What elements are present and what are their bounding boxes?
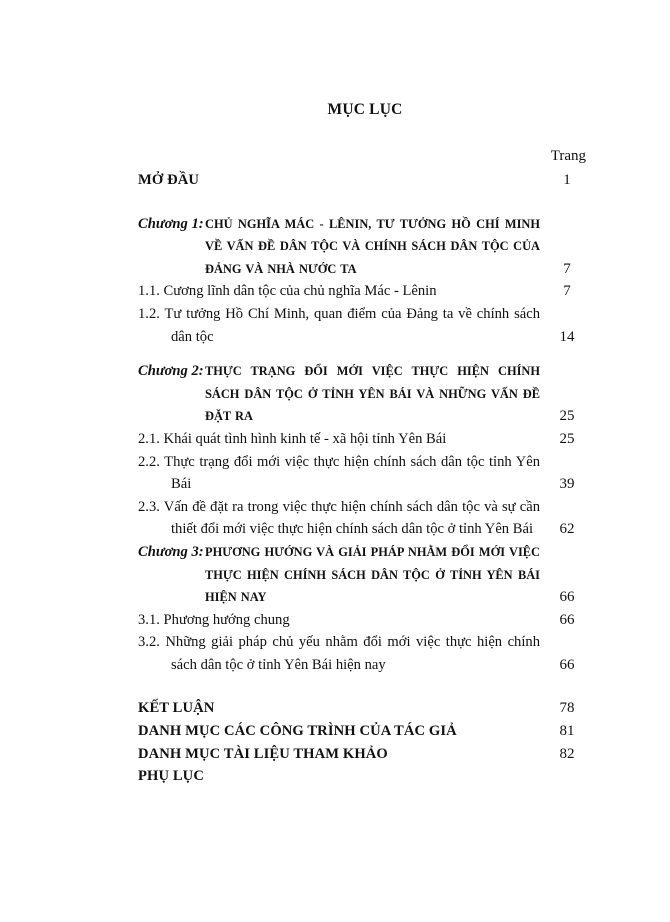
toc-entry-2-1 xyxy=(138,428,588,451)
toc-entry-page: 7 xyxy=(563,283,571,300)
toc-entry-appendix xyxy=(138,765,588,788)
toc-entry-page: 81 xyxy=(559,723,575,740)
toc-entry-text: 3.2. Những giải pháp chủ yếu nhằm đổi mới việc thực hiện chính sách dân tộc ở tỉnh Yên Bái hiện nay xyxy=(138,634,540,673)
toc-entry-introduction xyxy=(138,169,588,192)
toc-entry-page: 62 xyxy=(559,521,575,538)
chapter-label: Chương 3: xyxy=(138,543,204,560)
toc-entry-page: 82 xyxy=(559,745,575,762)
toc-entry-page: 78 xyxy=(559,700,575,717)
toc-entry-text: 1.1. Cương lĩnh dân tộc của chủ nghĩa Mác - Lênin xyxy=(138,283,437,300)
toc-entry-chapter-2 xyxy=(138,360,588,428)
toc-entry-page: 25 xyxy=(559,430,575,447)
toc-entry-page: 25 xyxy=(559,408,575,425)
chapter-label: Chương 1: xyxy=(138,215,204,232)
toc-entry-3-1 xyxy=(138,609,588,632)
toc-entry-1-1 xyxy=(138,280,588,303)
toc-entry-text: MỞ ĐẦU xyxy=(138,172,199,188)
chapter-label: Chương 2: xyxy=(138,363,204,380)
toc-entry-page: 66 xyxy=(559,589,575,606)
toc-entry-text: 1.2. Tư tưởng Hồ Chí Minh, quan điểm của Đảng ta về chính sách dân tộc xyxy=(138,305,540,345)
toc-entry-1-2 xyxy=(138,303,588,348)
toc-entry-2-2 xyxy=(138,451,588,496)
toc-entry-page: 39 xyxy=(559,476,575,493)
chapter-title: PHƯƠNG HƯỚNG VÀ GIẢI PHÁP NHẰM ĐỔI MỚI VIỆC THỰC HIỆN CHÍNH SÁCH DÂN TỘC Ở TỈNH YÊN BÁI HIỆN NAY xyxy=(205,544,540,605)
toc-entry-page: 66 xyxy=(559,656,575,673)
toc-entry-chapter-3 xyxy=(138,541,588,609)
toc-entry-text: DANH MỤC CÁC CÔNG TRÌNH CỦA TÁC GIẢ xyxy=(138,723,457,740)
toc-entry-text: 2.2. Thực trạng đổi mới việc thực hiện chính sách dân tộc tỉnh Yên Bái xyxy=(138,453,540,493)
toc-entry-conclusion xyxy=(138,697,588,720)
page-column-label: Trang xyxy=(550,148,586,164)
chapter-title: CHỦ NGHĨA MÁC - LÊNIN, TƯ TƯỞNG HỒ CHÍ MINH VỀ VẤN ĐỀ DÂN TỘC VÀ CHÍNH SÁCH DÂN TỘC CỦA ĐẢNG VÀ NHÀ NƯỚC TA xyxy=(205,216,540,276)
toc-entry-references xyxy=(138,743,588,766)
toc-entry-text: 2.3. Vấn đề đặt ra trong việc thực hiện chính sách dân tộc và sự cần thiết đổi mới việc thực hiện chính sách dân tộc ở tỉnh Yên Bái xyxy=(138,498,540,538)
toc-entry-page: 1 xyxy=(563,172,571,188)
toc-entry-page: 14 xyxy=(559,328,575,345)
toc-entry-text: DANH MỤC TÀI LIỆU THAM KHẢO xyxy=(138,745,388,762)
toc-entry-text: KẾT LUẬN xyxy=(138,700,215,717)
chapter-title: THỰC TRẠNG ĐỔI MỚI VIỆC THỰC HIỆN CHÍNH SÁCH DÂN TỘC Ở TỈNH YÊN BÁI VÀ NHỮNG VẤN ĐỀ ĐẶT RA xyxy=(205,364,540,424)
page-title: MỤC LỤC xyxy=(327,101,403,118)
toc-entry-text: 3.1. Phương hướng chung xyxy=(138,611,290,628)
toc-entry-3-2 xyxy=(138,631,588,676)
table-of-contents xyxy=(138,169,588,788)
toc-entry-text: 2.1. Khái quát tình hình kinh tế - xã hội tỉnh Yên Bái xyxy=(138,430,447,447)
toc-entry-chapter-1 xyxy=(138,213,588,281)
toc-entry-page: 66 xyxy=(559,611,575,628)
toc-entry-text: PHỤ LỤC xyxy=(138,768,204,785)
toc-entry-author-works xyxy=(138,720,588,743)
toc-entry-page: 7 xyxy=(563,260,571,277)
toc-entry-2-3 xyxy=(138,496,588,541)
